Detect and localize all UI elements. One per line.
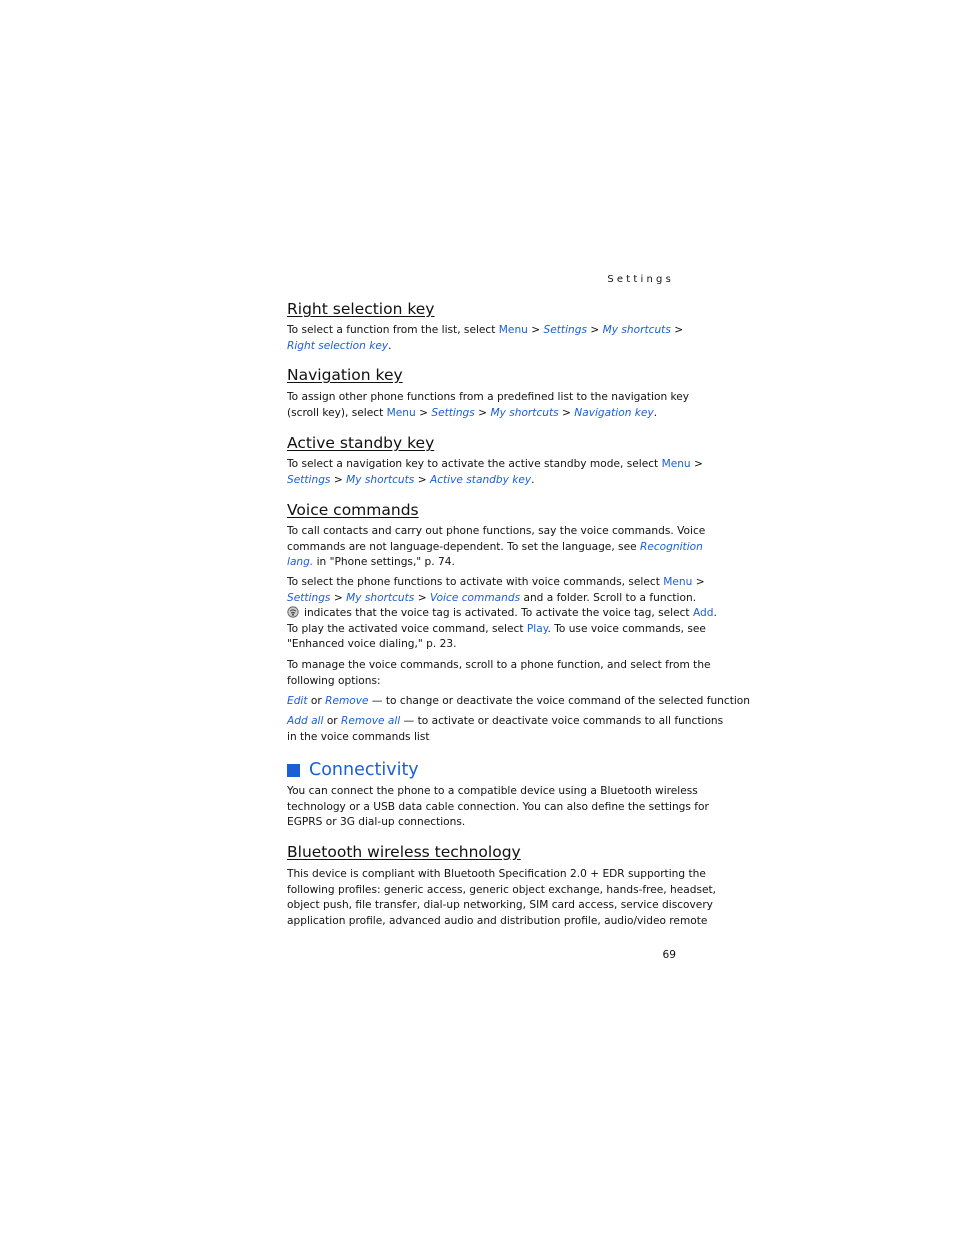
heading-active-standby-key: Active standby key bbox=[287, 434, 435, 452]
paragraph-connectivity: You can connect the phone to a compatible device using a Bluetooth wireless technology or a USB data cable connection. You can also define the settings for EGPRS or 3G dial-up connections. bbox=[287, 785, 709, 829]
add-link[interactable]: Add bbox=[692, 607, 714, 620]
page-number: 69 bbox=[662, 949, 676, 961]
my-shortcuts-link[interactable]: My shortcuts bbox=[602, 324, 671, 336]
heading-connectivity: Connectivity bbox=[287, 760, 419, 780]
menu-link[interactable]: Menu bbox=[663, 576, 693, 588]
settings-link[interactable]: Settings bbox=[543, 324, 587, 336]
menu-link[interactable]: Menu bbox=[386, 406, 416, 419]
paragraph-voice-commands-activate: To select the phone functions to activate with voice commands, select Menu > Settings > My shortcuts > Voice commands and a folder. Scroll to a function. indicates that the voice tag is activated. To activate the voice tag, select Add. To play the activated voice command, select Play. To use voice commands, see "Enhanced voice dialing," p. 23. bbox=[287, 576, 717, 651]
paragraph-navigation-key: To assign other phone functions from a predefined list to the navigation key (scroll key), select Menu > Settings > My shortcuts > Navigation key. bbox=[287, 391, 690, 419]
settings-link[interactable]: Settings bbox=[431, 406, 475, 419]
heading-right-selection-key: Right selection key bbox=[287, 300, 435, 318]
right-selection-key-link[interactable]: Right selection key bbox=[287, 339, 389, 352]
active-standby-key-link[interactable]: Active standby key bbox=[429, 473, 532, 486]
add-all-link[interactable]: Add all bbox=[287, 715, 324, 727]
settings-link[interactable]: Settings bbox=[287, 591, 331, 604]
recognition-lang-link[interactable]: lang. bbox=[287, 556, 314, 569]
settings-link[interactable]: Settings bbox=[287, 473, 331, 486]
section-square-icon bbox=[287, 764, 300, 777]
menu-link[interactable]: Menu bbox=[498, 324, 528, 336]
remove-all-link[interactable]: Remove all bbox=[341, 715, 401, 727]
menu-link[interactable]: Menu bbox=[661, 458, 691, 470]
heading-navigation-key: Navigation key bbox=[287, 366, 403, 384]
navigation-key-link[interactable]: Navigation key bbox=[574, 406, 654, 419]
paragraph-voice-commands-manage: To manage the voice commands, scroll to a phone function, and select from the following options: bbox=[287, 659, 711, 687]
my-shortcuts-link[interactable]: My shortcuts bbox=[346, 473, 415, 486]
option-add-all-remove-all: Add all or Remove all — to activate or deactivate voice commands to all functions in the voice commands list bbox=[287, 715, 724, 743]
running-head: Settings bbox=[607, 274, 674, 285]
paragraph-voice-commands-intro: To call contacts and carry out phone functions, say the voice commands. Voice commands are not language-dependent. To set the language, see Recognition lang. in "Phone settings," p. 74. bbox=[287, 525, 706, 569]
my-shortcuts-link[interactable]: My shortcuts bbox=[346, 591, 415, 604]
paragraph-active-standby-key: To select a navigation key to activate the active standby mode, select Menu > Settings > My shortcuts > Active standby key. bbox=[287, 458, 703, 486]
voice-commands-link[interactable]: Voice commands bbox=[429, 591, 521, 604]
voice-tag-icon bbox=[287, 606, 299, 618]
heading-bluetooth: Bluetooth wireless technology bbox=[287, 843, 521, 861]
paragraph-bluetooth: This device is compliant with Bluetooth Specification 2.0 + EDR supporting the following profiles: generic access, generic object exchange, hands-free, headset, object push, file transfer, dial-up networking, SIM card access, service discovery application profile, advanced audio and distribution profile, audio/video remote bbox=[287, 868, 717, 927]
play-link[interactable]: Play bbox=[526, 622, 548, 635]
my-shortcuts-link[interactable]: My shortcuts bbox=[490, 406, 559, 419]
recognition-lang-link[interactable]: Recognition bbox=[639, 540, 703, 553]
edit-link[interactable]: Edit bbox=[287, 695, 308, 707]
paragraph-right-selection-key: To select a function from the list, select Menu > Settings > My shortcuts > Right selection key. bbox=[287, 324, 684, 352]
option-edit-remove: Edit or Remove — to change or deactivate the voice command of the selected function bbox=[287, 695, 750, 707]
remove-link[interactable]: Remove bbox=[325, 695, 369, 707]
heading-voice-commands: Voice commands bbox=[287, 501, 419, 519]
